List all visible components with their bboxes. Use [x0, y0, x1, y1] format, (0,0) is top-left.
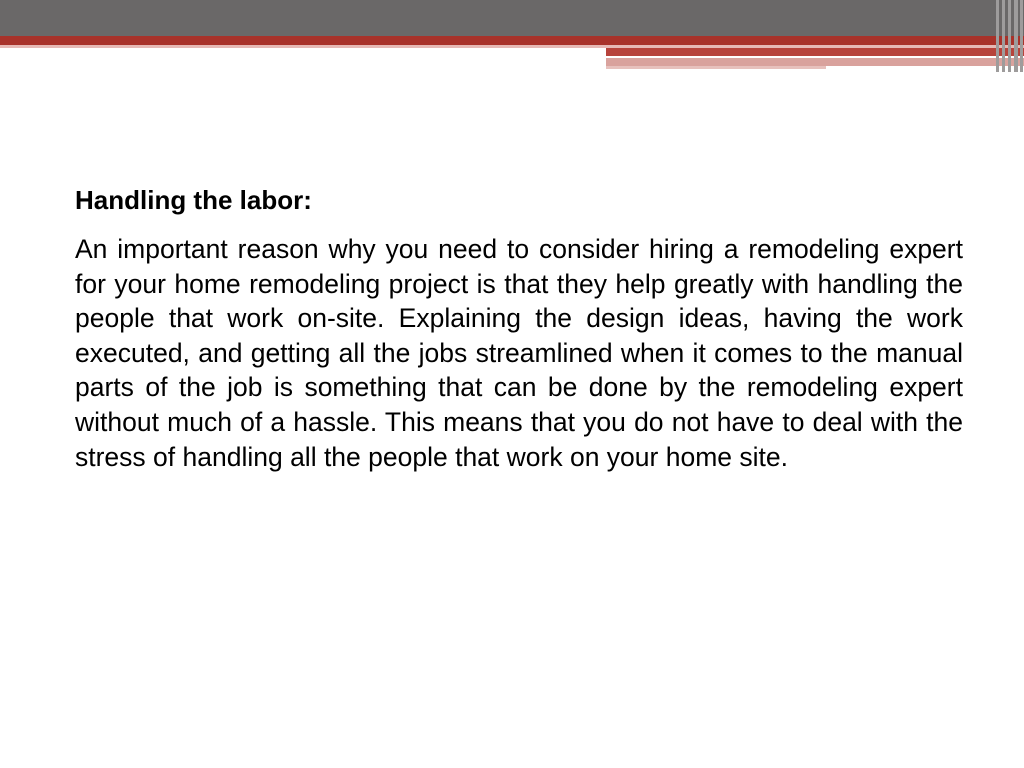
slide-content: [75, 178, 963, 474]
header-gray-band: [0, 0, 1024, 36]
slide-heading: Handling the labor:: [75, 185, 312, 215]
right-edge-stripes: [994, 0, 1024, 72]
header-white-line: [826, 56, 948, 58]
slide-body-text: An important reason why you need to consider hiring a remodeling expert for your home remodeling project is that they help greatly with handling the people that work on-site. Explaining the design ideas, having the work executed, and getting all the jobs streamlined when it comes to the manual parts of the job is something that can be done by the remodeling expert without much of a hassle. This means that you do not have to deal with the stress of handling all the people that work on your home site.: [75, 234, 963, 472]
header-red-accent-bar: [606, 48, 1024, 56]
header-red-band: [0, 36, 1024, 45]
header-pink-accent-bar: [606, 58, 1024, 66]
header-pink-thin-line: [606, 66, 826, 69]
